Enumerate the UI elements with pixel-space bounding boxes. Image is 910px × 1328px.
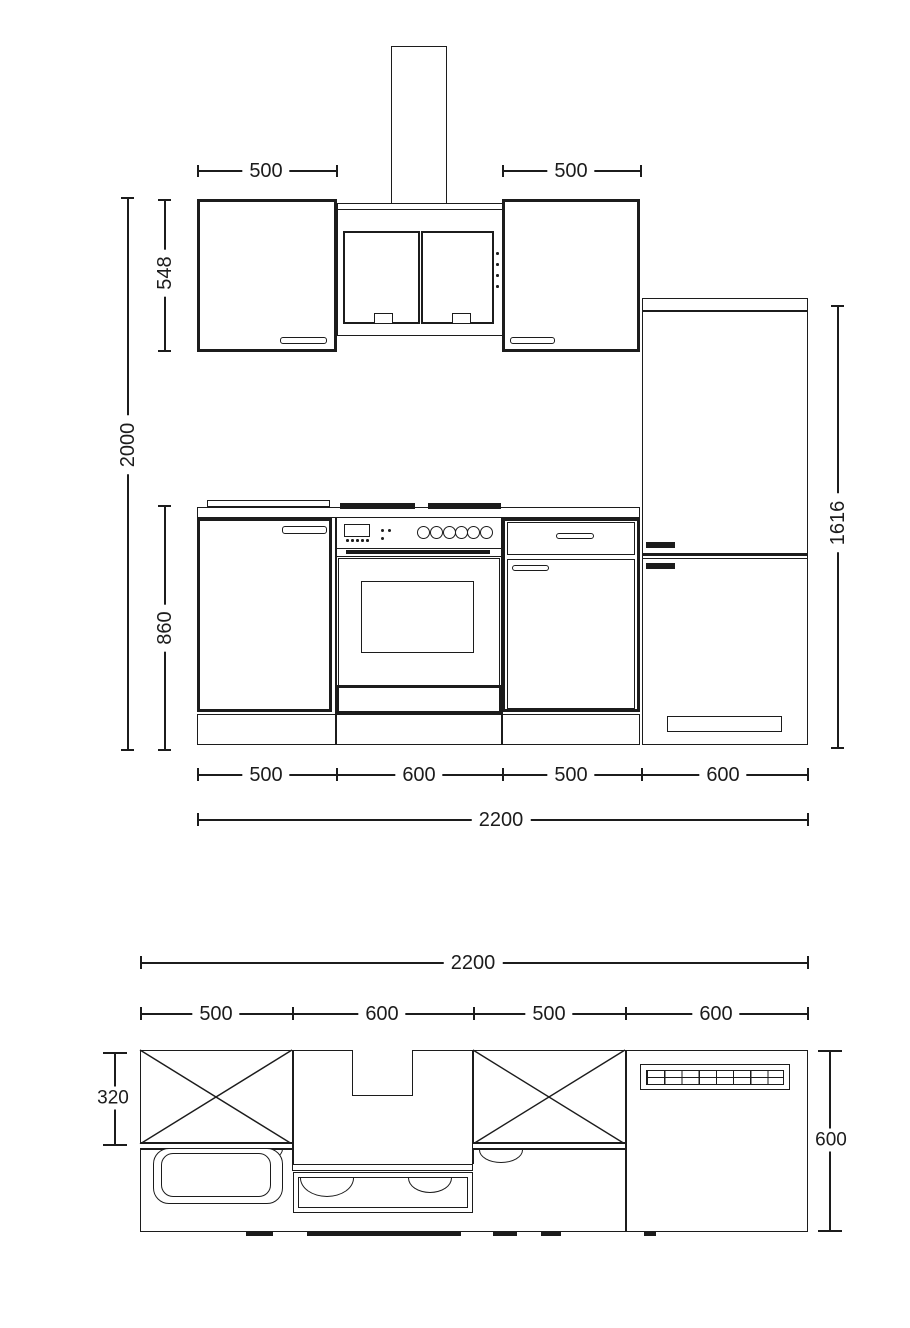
dim-label: 500	[525, 1002, 572, 1026]
wall-cabinet-left	[197, 199, 337, 352]
hob-profile-left	[340, 503, 415, 509]
hood-duct-plan	[352, 1050, 413, 1096]
dim-label: 600	[358, 1002, 405, 1026]
dim-label: 548	[153, 249, 177, 296]
fridge-upper-handle	[646, 542, 675, 548]
fridge-lower-handle	[646, 563, 675, 569]
oven-display	[344, 524, 370, 537]
plinth-divider	[501, 714, 503, 745]
dim-label: 600	[808, 1129, 854, 1152]
dim-label: 1616	[826, 494, 850, 553]
fridge-section-divider	[625, 1050, 627, 1232]
oven-indicator	[381, 529, 384, 532]
base-cabinet-right-drawer-handle	[556, 533, 594, 539]
handle-mark	[541, 1232, 561, 1236]
oven-knob	[480, 526, 493, 539]
hinge-dot	[496, 263, 499, 266]
oven-knob	[467, 526, 480, 539]
oven-panel-line	[336, 548, 502, 549]
hinge-dot	[496, 252, 499, 255]
dim-label: 600	[699, 763, 746, 787]
dim-label: 600	[692, 1002, 739, 1026]
oven-button	[351, 539, 354, 542]
oven-vent-slot	[346, 550, 490, 554]
dim-label: 2200	[444, 951, 503, 975]
base-cabinet-left	[197, 518, 332, 712]
hood-door-left-handle	[374, 313, 393, 324]
hood-door-left	[343, 231, 420, 324]
oven-knob	[417, 526, 430, 539]
worktop-edge-middle	[292, 1164, 473, 1171]
fridge-door-divider	[642, 553, 808, 556]
wall-cabinet-projection-right	[473, 1050, 625, 1144]
fridge-top-panel	[642, 298, 808, 311]
hinge-dot	[496, 274, 499, 277]
dim-label: 500	[192, 1002, 239, 1026]
oven-indicator	[388, 529, 391, 532]
dim-label: 2200	[472, 808, 531, 832]
fridge-door-divider-line	[642, 558, 808, 559]
worktop-back-edge	[207, 500, 330, 507]
worktop-edge-right	[473, 1142, 625, 1150]
hood-door-right	[421, 231, 494, 324]
dim-label: 860	[153, 604, 177, 651]
wall-cabinet-left-handle	[280, 337, 327, 344]
extractor-duct	[391, 46, 447, 203]
wall-cabinet-right	[502, 199, 640, 352]
dim-label: 500	[242, 159, 289, 183]
hob-profile-right	[428, 503, 501, 509]
hinge-dot	[496, 285, 499, 288]
worktop	[197, 507, 640, 518]
oven-knob	[430, 526, 443, 539]
fridge-vent-grille-midline	[646, 1077, 784, 1078]
oven-panel-line2	[336, 556, 502, 557]
oven-indicator	[381, 537, 384, 540]
hood-door-right-handle	[452, 313, 471, 324]
plinth-divider	[335, 714, 337, 745]
handle-mark	[493, 1232, 517, 1236]
dim-label: 600	[395, 763, 442, 787]
dim-label: 500	[547, 159, 594, 183]
dim-label: 500	[547, 763, 594, 787]
oven-bottom-drawer	[336, 685, 502, 714]
dim-label: 500	[242, 763, 289, 787]
dim-label: 2000	[116, 416, 140, 475]
wall-cabinet-projection-left	[140, 1050, 292, 1144]
oven-button	[361, 539, 364, 542]
oven-button	[346, 539, 349, 542]
oven-button	[356, 539, 359, 542]
dim-label: 320	[90, 1087, 136, 1110]
hood-section-side-left	[292, 1050, 294, 1164]
handle-mark	[644, 1232, 656, 1236]
fridge-body	[642, 311, 808, 745]
handle-mark	[246, 1232, 273, 1236]
oven-door-window	[361, 581, 474, 653]
sink-bowl	[161, 1153, 271, 1197]
base-cabinet-left-handle	[282, 526, 327, 534]
plinth	[197, 714, 640, 745]
wall-cabinet-right-handle	[510, 337, 555, 344]
handle-mark	[307, 1232, 461, 1236]
oven-button	[366, 539, 369, 542]
hood-cabinet-top-rail	[337, 209, 505, 210]
base-cabinet-right-door	[507, 559, 635, 709]
fridge-plinth-recess	[667, 716, 782, 732]
base-cabinet-right-door-handle	[512, 565, 549, 571]
